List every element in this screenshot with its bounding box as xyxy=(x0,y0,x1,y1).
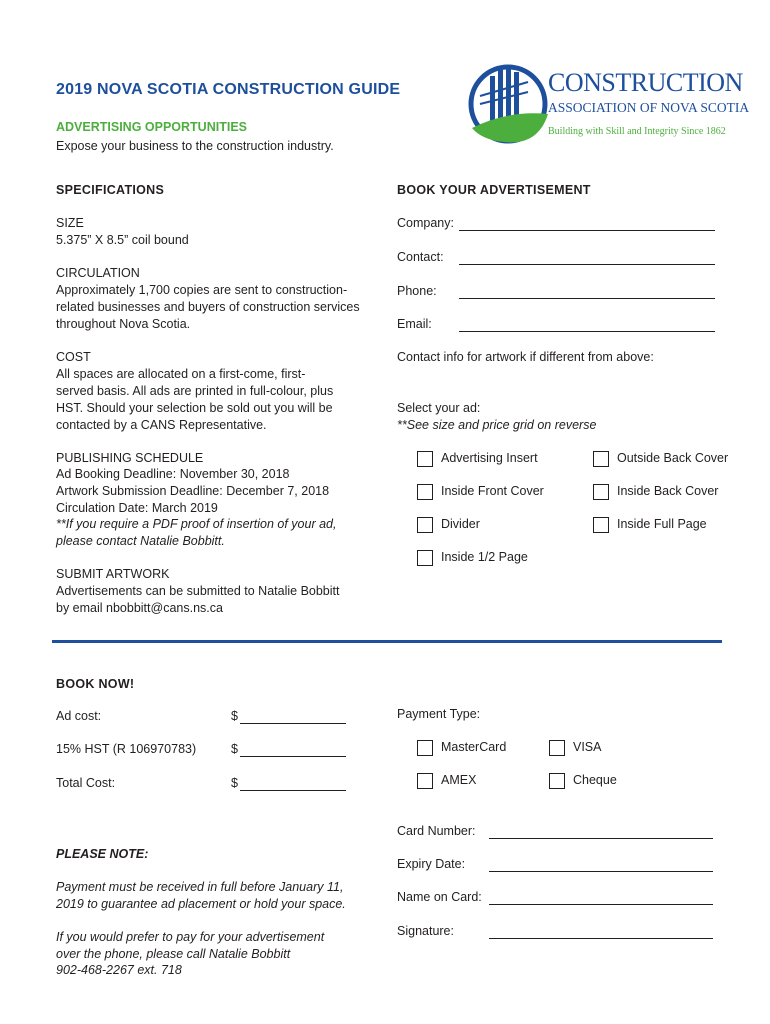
logo-emblem-icon xyxy=(468,62,550,150)
cost-line-3: HST. Should your selection be sold out you will be xyxy=(56,401,333,415)
note-para-2-line-3: 902-468-2267 ext. 718 xyxy=(56,963,182,977)
expiry-date-label: Expiry Date: xyxy=(397,857,466,871)
note-para-2-line-1: If you would prefer to pay for your advertisement xyxy=(56,930,325,944)
note-para-1-line-1: Payment must be received in full before January 11, xyxy=(56,880,344,894)
email-field[interactable] xyxy=(459,319,715,332)
expiry-date-field[interactable] xyxy=(489,859,713,872)
please-note-heading: PLEASE NOTE: xyxy=(56,847,149,861)
publishing-line-4: **If you require a PDF proof of insertion of your ad, xyxy=(56,517,337,531)
advertising-insert-checkbox[interactable] xyxy=(417,451,433,467)
size-label: SIZE xyxy=(56,216,84,230)
tagline: Expose your business to the construction industry. xyxy=(56,139,334,153)
logo-line-1: CONSTRUCTION xyxy=(548,68,743,97)
outside-back-cover-label: Outside Back Cover xyxy=(617,451,729,465)
section-subtitle: ADVERTISING OPPORTUNITIES xyxy=(56,120,247,134)
email-label: Email: xyxy=(397,317,432,331)
submit-artwork-label: SUBMIT ARTWORK xyxy=(56,567,170,581)
book-now-heading: BOOK NOW! xyxy=(56,677,135,691)
specifications-heading: SPECIFICATIONS xyxy=(56,183,165,197)
inside-back-cover-label: Inside Back Cover xyxy=(617,484,719,498)
cheque-checkbox[interactable] xyxy=(549,773,565,789)
logo-line-3: Building with Skill and Integrity Since 1862 xyxy=(548,126,726,137)
size-value: 5.375” X 8.5” coil bound xyxy=(56,233,189,247)
section-divider xyxy=(52,640,722,643)
divider-checkbox[interactable] xyxy=(417,517,433,533)
phone-label: Phone: xyxy=(397,284,437,298)
cost-line-2: served basis. All ads are printed in full-colour, plus xyxy=(56,384,334,398)
hst-field[interactable] xyxy=(240,744,346,757)
ad-cost-field[interactable] xyxy=(240,711,346,724)
ad-cost-dollar: $ xyxy=(231,709,238,723)
amex-label: AMEX xyxy=(441,773,477,787)
inside-full-page-label: Inside Full Page xyxy=(617,517,707,531)
name-on-card-label: Name on Card: xyxy=(397,890,482,904)
cost-line-1: All spaces are allocated on a first-come, first- xyxy=(56,367,306,381)
inside-half-page-checkbox[interactable] xyxy=(417,550,433,566)
select-ad-label: Select your ad: xyxy=(397,401,481,415)
card-number-field[interactable] xyxy=(489,826,713,839)
name-on-card-field[interactable] xyxy=(489,892,713,905)
hst-label: 15% HST (R 106970783) xyxy=(56,742,197,756)
contact-label: Contact: xyxy=(397,250,444,264)
inside-half-page-label: Inside 1/2 Page xyxy=(441,550,528,564)
submit-artwork-line-1: Advertisements can be submitted to Natalie Bobbitt xyxy=(56,584,340,598)
signature-field[interactable] xyxy=(489,926,713,939)
note-para-1-line-2: 2019 to guarantee ad placement or hold your space. xyxy=(56,897,346,911)
circulation-line-2: related businesses and buyers of construction services xyxy=(56,300,360,314)
phone-field[interactable] xyxy=(459,286,715,299)
inside-front-cover-label: Inside Front Cover xyxy=(441,484,544,498)
ad-cost-label: Ad cost: xyxy=(56,709,102,723)
inside-full-page-checkbox[interactable] xyxy=(593,517,609,533)
amex-checkbox[interactable] xyxy=(417,773,433,789)
inside-back-cover-checkbox[interactable] xyxy=(593,484,609,500)
artwork-contact-label: Contact info for artwork if different from above: xyxy=(397,350,654,364)
select-ad-note: **See size and price grid on reverse xyxy=(397,418,597,432)
company-label: Company: xyxy=(397,216,454,230)
circulation-label: CIRCULATION xyxy=(56,266,140,280)
circulation-line-3: throughout Nova Scotia. xyxy=(56,317,191,331)
card-number-label: Card Number: xyxy=(397,824,476,838)
visa-checkbox[interactable] xyxy=(549,740,565,756)
hst-dollar: $ xyxy=(231,742,238,756)
cost-line-4: contacted by a CANS Representative. xyxy=(56,418,267,432)
visa-label: VISA xyxy=(573,740,602,754)
publishing-line-3: Circulation Date: March 2019 xyxy=(56,501,218,515)
total-cost-field[interactable] xyxy=(240,778,346,791)
cheque-label: Cheque xyxy=(573,773,617,787)
mastercard-checkbox[interactable] xyxy=(417,740,433,756)
logo-line-2: ASSOCIATION OF NOVA SCOTIA xyxy=(548,100,750,115)
publishing-line-2: Artwork Submission Deadline: December 7, 2018 xyxy=(56,484,330,498)
submit-artwork-line-2: by email nbobbitt@cans.ns.ca xyxy=(56,601,223,615)
page-title: 2019 NOVA SCOTIA CONSTRUCTION GUIDE xyxy=(56,81,401,98)
mastercard-label: MasterCard xyxy=(441,740,507,754)
cost-label: COST xyxy=(56,350,91,364)
total-cost-label: Total Cost: xyxy=(56,776,116,790)
signature-label: Signature: xyxy=(397,924,454,938)
note-para-2-line-2: over the phone, please call Natalie Bobbitt xyxy=(56,947,291,961)
publishing-line-5: please contact Natalie Bobbitt. xyxy=(56,534,225,548)
divider-label: Divider xyxy=(441,517,480,531)
circulation-line-1: Approximately 1,700 copies are sent to construction- xyxy=(56,283,348,297)
company-field[interactable] xyxy=(459,218,715,231)
logo xyxy=(468,62,750,152)
publishing-label: PUBLISHING SCHEDULE xyxy=(56,451,204,465)
outside-back-cover-checkbox[interactable] xyxy=(593,451,609,467)
advertising-insert-label: Advertising Insert xyxy=(441,451,538,465)
payment-type-label: Payment Type: xyxy=(397,707,481,721)
total-cost-dollar: $ xyxy=(231,776,238,790)
book-advertisement-heading: BOOK YOUR ADVERTISEMENT xyxy=(397,183,591,197)
contact-field[interactable] xyxy=(459,252,715,265)
publishing-line-1: Ad Booking Deadline: November 30, 2018 xyxy=(56,467,290,481)
inside-front-cover-checkbox[interactable] xyxy=(417,484,433,500)
